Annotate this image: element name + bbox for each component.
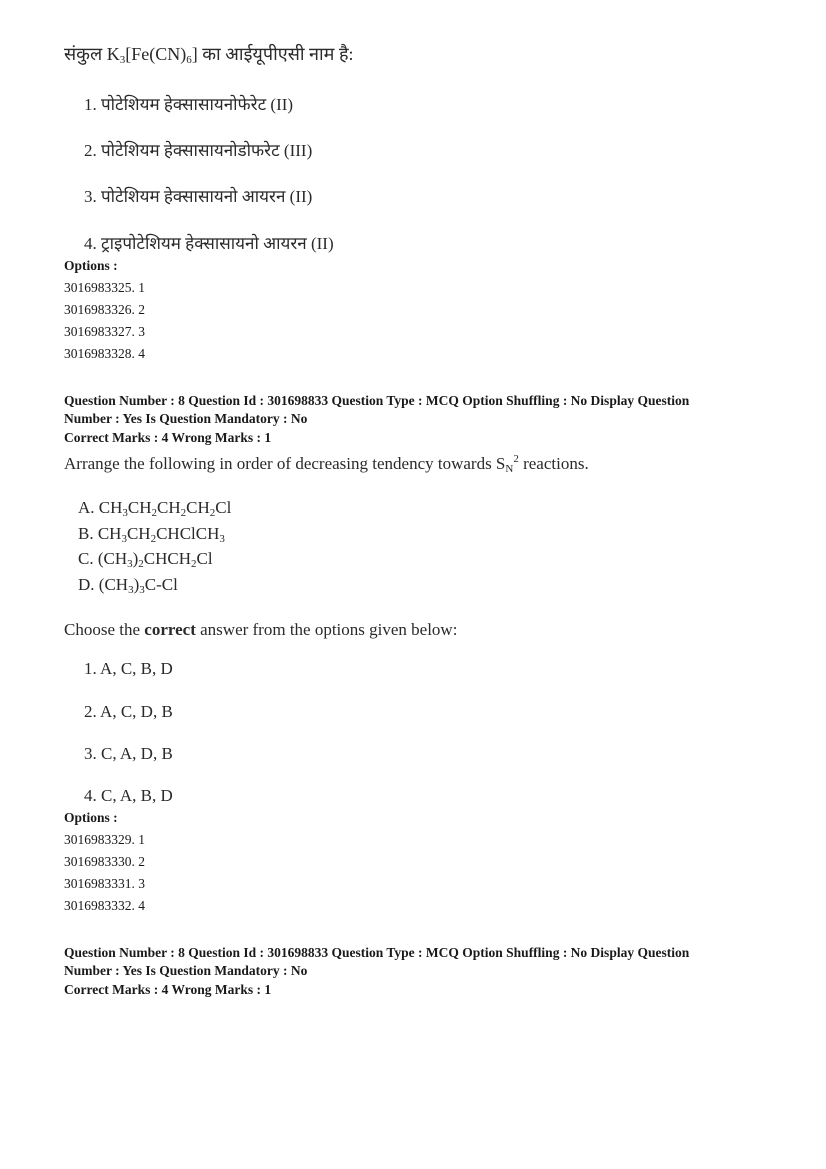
option-id: 3016983330. 2 [64,854,145,869]
instruction: Choose the correct answer from the options given below: [64,620,458,639]
option-id: 3016983331. 3 [64,876,145,891]
compound-b: B. $CH_3CH_2CHClCH_3$ [78,524,225,545]
question-stem: संकुल $K_3[Fe(CN)_6]$ का आईयूपीएसी नाम है: [64,44,354,66]
answer-choice: 1. पोटेशियम हेक्सासायनोफेरेट (II) [84,95,294,114]
answer-choice: 4. C, A, B, D [84,786,173,805]
option-id: 3016983332. 4 [64,898,145,913]
option-id: 3016983325. 1 [64,280,145,295]
option-id: 3016983328. 4 [64,346,145,361]
answer-choice: 3. पोटेशियम हेक्सासायनो आयरन (II) [84,187,313,206]
options-label: Options : [64,258,118,273]
question-header-line: Number : Yes Is Question Mandatory : No [64,411,308,426]
question-stem: Arrange the following in order of decreasing tendency towards $S_N^2$ reactions. [64,453,589,475]
question-header [64,392,764,428]
question-header [64,944,764,980]
compound-c: C. $(CH_3)_2CHCH_2Cl$ [78,549,213,570]
marks-info: Correct Marks : 4 Wrong Marks : 1 [64,982,272,997]
question-header-line: Number : Yes Is Question Mandatory : No [64,963,308,978]
options-label: Options : [64,810,118,825]
answer-choice: 4. ट्राइपोटेशियम हेक्सासायनो आयरन (II) [84,234,334,253]
answer-choice: 3. C, A, D, B [84,744,173,763]
answer-choice: 1. A, C, B, D [84,659,173,678]
question-header-line: Question Number : 8 Question Id : 301698833 Question Type : MCQ Option Shuffling : No Display Question [64,393,690,408]
compound-a: A. $CH_3CH_2CH_2CH_2Cl$ [78,498,232,519]
option-id: 3016983327. 3 [64,324,145,339]
answer-choice: 2. A, C, D, B [84,702,173,721]
marks-info: Correct Marks : 4 Wrong Marks : 1 [64,430,272,445]
answer-choice: 2. पोटेशियम हेक्सासायनोडोफरेट (III) [84,141,313,160]
question-header-line: Question Number : 8 Question Id : 301698833 Question Type : MCQ Option Shuffling : No Display Question [64,945,690,960]
option-id: 3016983329. 1 [64,832,145,847]
compound-d: D. $(CH_3)_3C-Cl$ [78,575,178,596]
option-id: 3016983326. 2 [64,302,145,317]
